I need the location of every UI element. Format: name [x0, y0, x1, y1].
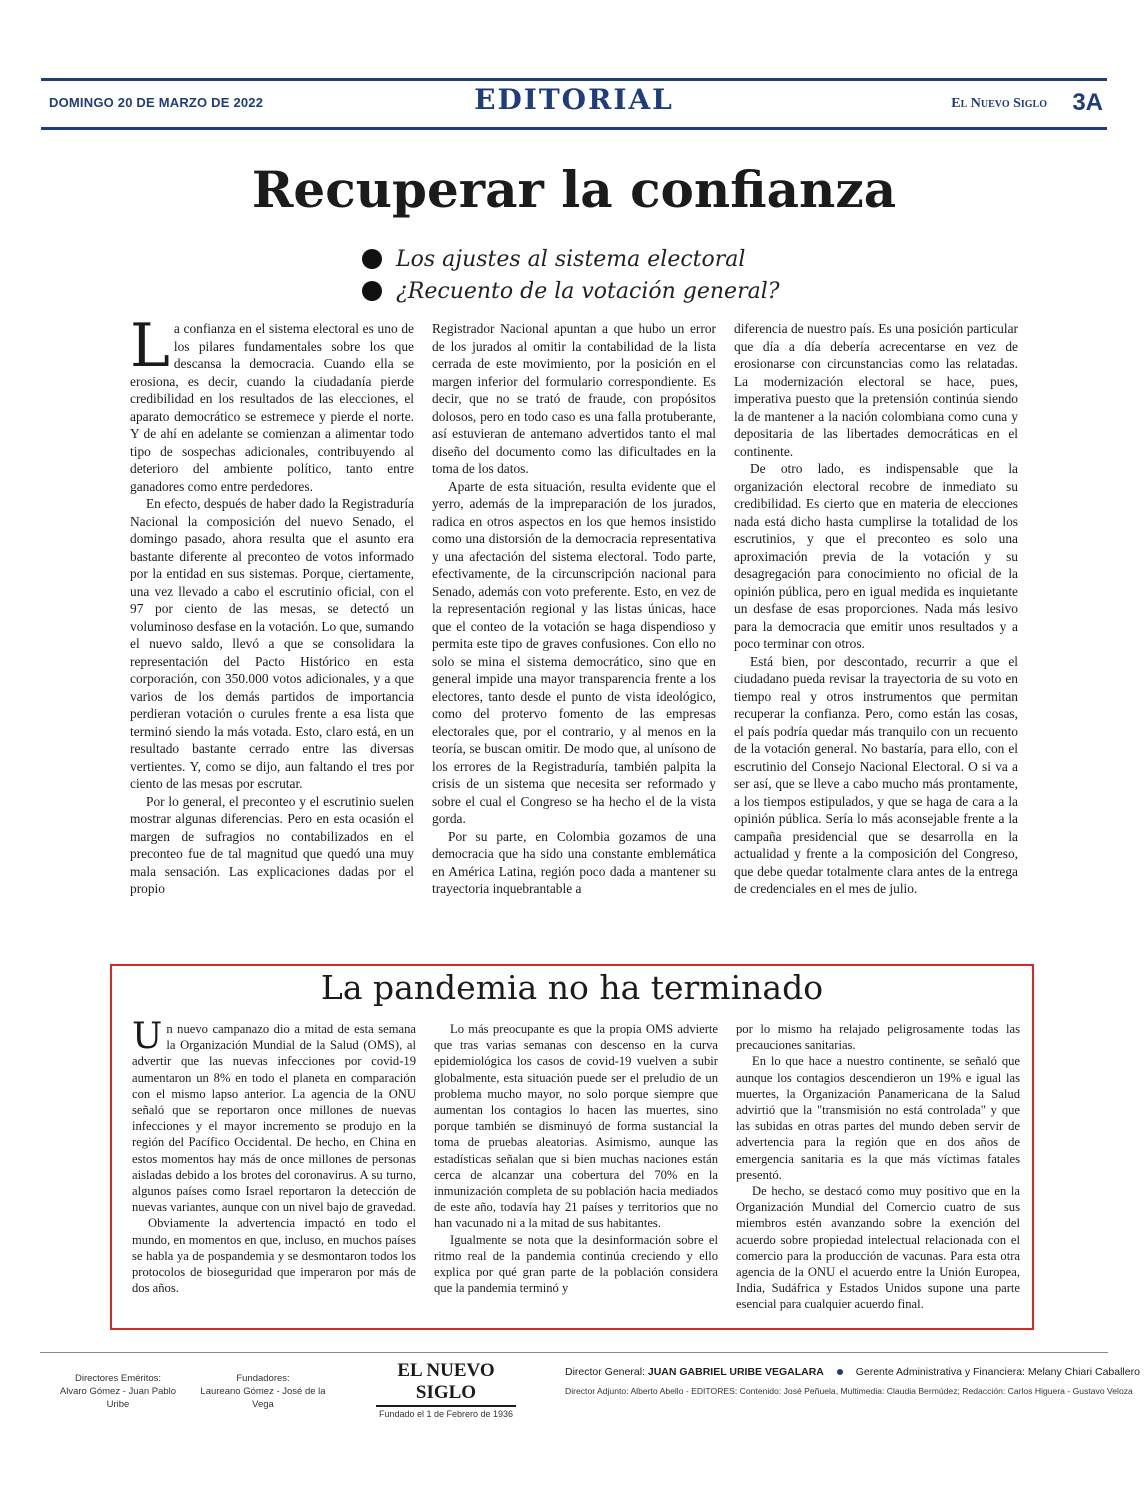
- paragraph: [132, 1016, 416, 1215]
- paragraph-text: De otro lado, es indispensable que la organización electoral recobre de inmediato su credibilidad. Es cierto que en materia de elecciones nada está dicho hasta cumplirse la totalidad de los escrutinios, y que el preconteo es solo una aproximación previa de la votación y su desagregación para conocimiento no oficial de la opinión pública, pero en igual medida es inquietante un desfase de esas proporciones. Nada más lesivo para la democracia que emitir unos resultados y a poco terminar con otros.: [734, 461, 1018, 651]
- founders-label: Fundadores:: [236, 1373, 290, 1384]
- paragraph: [432, 828, 716, 898]
- paragraph-text: Lo más preocupante es que la propia OMS advierte que tras varias semanas con descenso en la curva epidemiológica los casos de covid-19 vuelven a subir globalmente, esta situación puede ser el preludio de un problema mucho mayor, no solo porque siempre que aumentan los contagios lo hacen las muertes, sino porque también se disminuyó de forma sustancial la toma de pruebas aleatorias. Asimismo, aunque las estadísticas señalan que si bien muchas naciones están cerca de alcanzar una cobertura del 70% en la inmunización completa de su población hacia mediados de este año, todavía hay 21 países y territorios que no han vacunado ni a la mitad de sus habitantes.: [434, 1022, 718, 1231]
- paragraph: [734, 460, 1018, 653]
- secondary-editorial-box: [110, 964, 1034, 1330]
- masthead: [41, 78, 1107, 130]
- paragraph: [432, 478, 716, 828]
- deck-item: [362, 275, 882, 307]
- bullet-icon: [362, 281, 382, 301]
- drop-cap: U: [132, 1016, 163, 1057]
- paragraph-text: diferencia de nuestro país. Es una posición particular que día a día debería acrecentarse en vez de erosionarse con circunstancias como las relatadas. La modernización electoral se hace, pues, imperativa puesto que la pretensión continúa siendo la de mantener a la nación colombiana como cuna y depositaria de las libertades democráticas en el continente.: [734, 321, 1018, 459]
- paragraph: [734, 320, 1018, 460]
- article-column: [132, 1016, 416, 1321]
- paragraph: [132, 1215, 416, 1296]
- footer-founders: [198, 1372, 328, 1411]
- deck-list: [362, 243, 882, 307]
- paragraph-text: Igualmente se nota que la desinformación sobre el ritmo real de la pandemia continúa creciendo y ello explica por qué gran parte de la población considera que la pandemia terminó y: [434, 1232, 718, 1296]
- paragraph: [432, 320, 716, 478]
- secondary-headline: La pandemia no ha terminado: [320, 968, 824, 1007]
- paragraph-text: En lo que hace a nuestro continente, se señaló que aunque los contagios descendieron un 19% e igual las muertes, la Organización Panamericana de la Salud advirtió que la "transmisión no está controlada" y que las subidas en otras partes del mundo deben servir de advertencia para la región que en dos años de emergencia sanitaria es la que más víctimas fatales presentó.: [736, 1054, 1020, 1182]
- page-number: 3A: [1072, 89, 1103, 116]
- paragraph-text: Está bien, por descontado, recurrir a que el ciudadano pueda revisar la trayectoria de su voto en tiempo real y otros instrumentos que permitan recuperar la confianza. Pero, como están las cosas, el país podría quedar más tranquilo con un recuento de la votación general. No bastaría, para ello, con el escrutinio del Consejo Nacional Electoral. O si va a ser así, que se lleve a cabo mucho más prontamente, a los tiempos estipulados, y que se haga de cara a la opinión pública. Sería lo más aconsejable frente a la campaña presidencial que se desarrolla en la actualidad y frente a la composición del Congreso, que debe quedar totalmente clara antes de la entrega de credenciales en el mes de julio.: [734, 653, 1018, 896]
- paragraph: [434, 1021, 718, 1232]
- emeritus-names: Alvaro Gómez - Juan Pablo Uribe: [59, 1386, 177, 1410]
- paragraph-text: Obviamente la advertencia impactó en todo el mundo, en momentos en que, incluso, en muchos países se habla ya de pospandemia y se desmontaron todos los protocolos de bioseguridad que imperaron por más de dos años.: [132, 1216, 416, 1296]
- manager-label: Gerente Administrativa y Financiera:: [855, 1366, 1025, 1378]
- paragraph: [130, 311, 414, 495]
- emeritus-label: Directores Eméritos:: [74, 1373, 162, 1384]
- deck-text: Los ajustes al sistema electoral: [396, 246, 746, 272]
- deck-item: [362, 243, 882, 275]
- separator-dot-icon: [837, 1369, 843, 1375]
- paragraph-text: Por su parte, en Colombia gozamos de una democracia que ha sido una constante emblemática en América Latina, región poco dada a mantener su trayectoria inquebrantable a: [432, 828, 716, 896]
- paragraph-text: Registrador Nacional apuntan a que hubo un error de los jurados al omitir la contabilidad de la lista cerrada de este movimiento, por la posición en el margen inferior del formulario correspondiente. Es decir, que no se trató de fraude, con propósitos dolosos, pero en todo caso es una falla protuberante, así estuvieran de antemano advertidos tanto el mal diseño del documento como las dificultades en la toma de los datos.: [432, 321, 716, 476]
- paragraph-text: Aparte de esta situación, resulta evidente que el yerro, además de la impreparación de los jurados, radica en otros aspectos en los que hemos insistido como una distorsión de la democracia representativa y una afectación del sistema electoral. Todo parte, efectivamente, de la circunscripción nacional para Senado, además con voto preferente. Esto, en vez de la representación regional y las listas únicas, hace que el conteo de la votación se haga dispendioso y permita este tipo de graves confusiones. Con ello no solo se mina el sistema democrático, sino que en general impide una mayor transparencia frente a los electores, tanto desde el punto de vista ideológico, como del protervo fomento de las empresas electorales que, por el contrario, y al menos en la teoría, se buscan omitir. De modo que, al unísono de los errores de la Registraduría, también palpita la crisis de un sistema que necesita ser reformado y sobre el cual el Congreso se ha hecho el de la vista gorda.: [432, 478, 716, 826]
- paragraph: [130, 495, 414, 793]
- secondary-body: [132, 1016, 1020, 1321]
- paragraph-text: por lo mismo ha relajado peligrosamente todas las precauciones sanitarias.: [736, 1022, 1020, 1053]
- paragraph-text: En efecto, después de haber dado la Registraduría Nacional la composición del nuevo Senado, el domingo pasado, ahora resulta que el asunto era bastante diferente al preconteo de votos informado por la entidad en sus sistemas. Porque, ciertamente, una vez llevado a cabo el escrutinio oficial, con el 97 por ciento de las mesas, se detectó un voluminoso desfase en la votación. Lo que, sumando el nuevo saldo, llevó a que se consolidara la representación del Pacto Histórico en esta corporación, con 350.000 votos adicionales, y a que varios de los demás partidos de importancia perdieran votación o curules frente a esa lista que terminó siendo la más votada. Esto, claro está, en un resultado bastante cerrado entre las diversas vertientes. Y, como se dijo, aun faltando el tres por ciento de las mesas por escrutar.: [130, 496, 414, 791]
- section-title: EDITORIAL: [474, 83, 674, 116]
- paragraph: [736, 1021, 1020, 1053]
- editorial-body: [130, 311, 1018, 950]
- deck-text: ¿Recuento de la votación general?: [396, 278, 780, 304]
- article-column: [432, 320, 716, 950]
- paragraph: [434, 1232, 718, 1297]
- footer-directors: [565, 1366, 1140, 1378]
- paragraph: [736, 1183, 1020, 1313]
- paragraph-text: n nuevo campanazo dio a mitad de esta semana la Organización Mundial de la Salud (OMS), al advertir que las nuevas infecciones por covid-19 aumentaron un 8% en todo el planeta en comparación con el mismo lapso anterior. La agencia de la ONU señaló que se reportaron once millones de nuevas infecciones y el mayor incremento se produjo en la región del Pacífico Occidental. De hecho, en China en estos momentos hay más de once millones de personas aisladas debido a los brotes del coronavirus. A su turno, algunos países como Israel reportaron la detección de nuevas variantes, aunque con un nivel bajo de gravedad.: [132, 1022, 416, 1215]
- paragraph-text: De hecho, se destacó como muy positivo que en la Organización Mundial del Comercio cuatro de sus miembros estén avanzando sobre la exención del acuerdo sobre propiedad intelectual relacionada con el comercio para la producción de vacunas. Para esta otra agencia de la ONU el acuerdo entre la Unión Europea, India, Sudáfrica y Estados Unidos supone una parte esencial para cualquier acuerdo final.: [736, 1184, 1020, 1312]
- article-column: [736, 1021, 1020, 1321]
- logo-text: EL NUEVO SIGLO: [376, 1360, 516, 1407]
- director-label: Director General:: [565, 1366, 645, 1378]
- footer-divider: [40, 1352, 1108, 1353]
- bullet-icon: [362, 249, 382, 269]
- masthead-date: DOMINGO 20 DE MARZO DE 2022: [49, 95, 264, 110]
- masthead-brand: El Nuevo Siglo: [951, 96, 1047, 111]
- paragraph: [736, 1053, 1020, 1183]
- footer-logo: [376, 1360, 516, 1419]
- article-column: [434, 1021, 718, 1321]
- paragraph-text: a confianza en el sistema electoral es uno de los pilares fundamentales sobre los que descansa la democracia. Cuando ella se erosiona, es decir, cuando la ciudadanía pierde credibilidad en los resultados de las elecciones, el aparato democrático se estremece y pierde el norte. Y de ahí en adelante se comienzan a alimentar todo tipo de sospechas adicionales, contribuyendo al deterioro del ambiente político, tanto entre ganadores como entre perdedores.: [130, 321, 414, 494]
- article-column: [130, 311, 414, 950]
- editorial-headline: Recuperar la confianza: [251, 160, 897, 219]
- founders-names: Laureano Gómez - José de la Vega: [200, 1386, 326, 1410]
- drop-cap: L: [130, 311, 170, 381]
- footer-emeritus: [58, 1372, 178, 1411]
- paragraph: [130, 793, 414, 898]
- founded-text: Fundado el 1 de Febrero de 1936: [378, 1409, 514, 1419]
- director-name: JUAN GABRIEL URIBE VEGALARA: [647, 1366, 824, 1378]
- footer-staff: Director Adjunto: Alberto Abello - EDITORES: Contenido: José Peñuela, Multimedia: Claudia Bermúdez; Redacción: Carlos Higuera - Gustavo Veloza: [565, 1386, 1133, 1396]
- article-column: [734, 320, 1018, 950]
- manager-name: Melany Chiari Caballero: [1027, 1366, 1140, 1378]
- paragraph: [734, 653, 1018, 898]
- paragraph-text: Por lo general, el preconteo y el escrutinio suelen mostrar algunas diferencias. Pero en esta ocasión el margen de sufragios no contabilizados en el preconteo fue de tal magnitud que quedó una muy mala sensación. Las explicaciones dadas por el propio: [130, 793, 414, 896]
